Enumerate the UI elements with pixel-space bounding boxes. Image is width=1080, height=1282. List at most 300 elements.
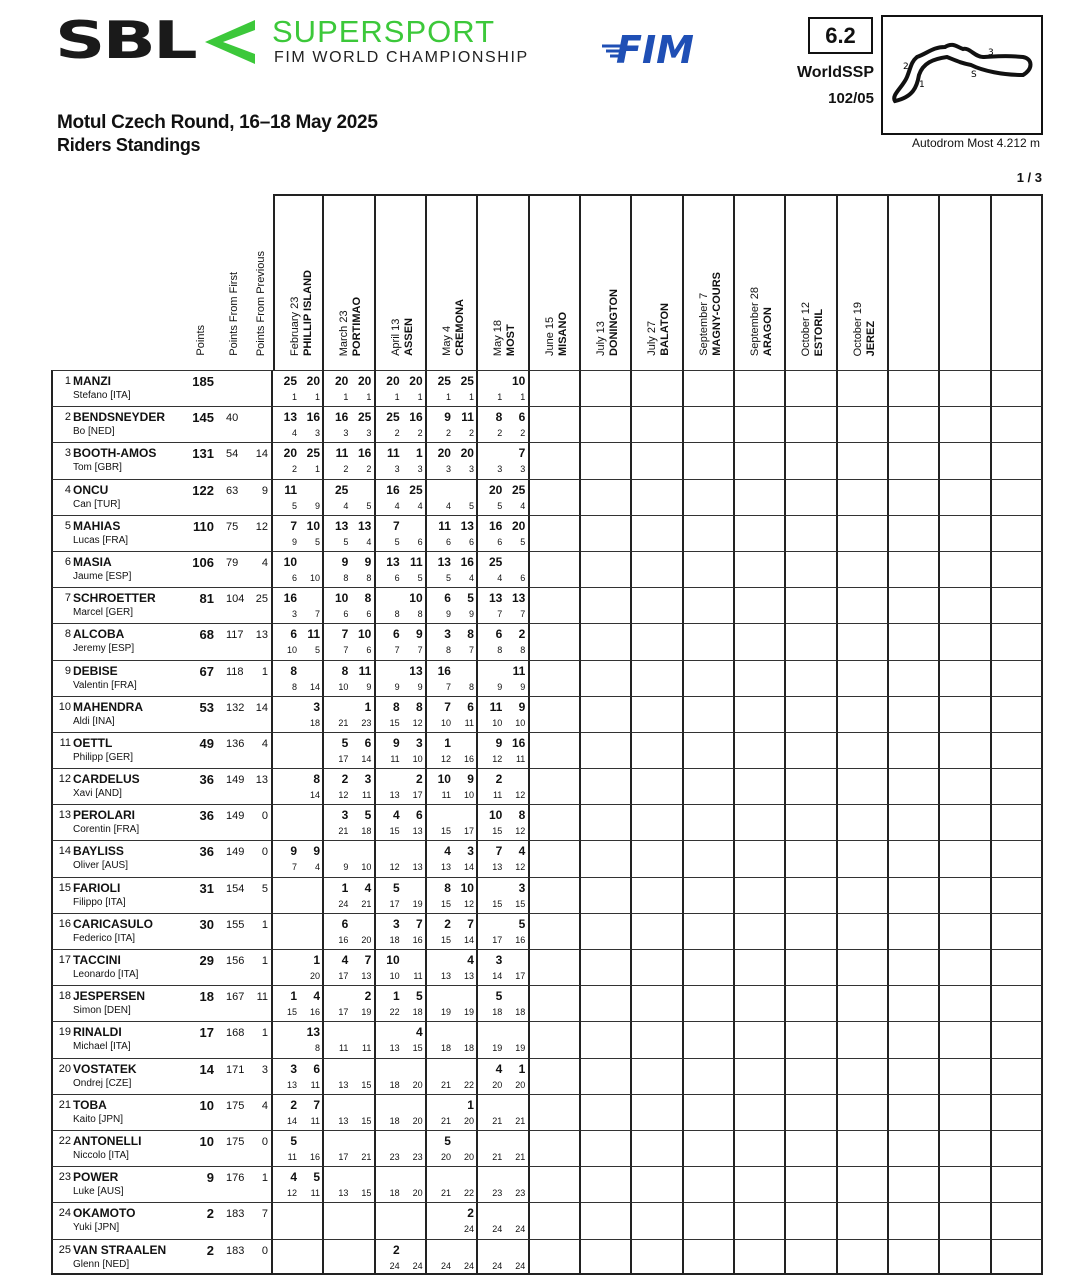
race2-points: 10: [460, 880, 474, 895]
round-result-cell: [889, 877, 940, 913]
round-result-cell: [427, 1058, 478, 1094]
race1-position: 13: [338, 1079, 349, 1090]
round-result-cell: [376, 1058, 427, 1094]
race2-position: 14: [309, 681, 320, 692]
rider-points-from-first: [220, 1202, 245, 1238]
round-result-cell: [632, 1166, 683, 1202]
race2-position: 2: [417, 428, 423, 439]
race2-position: 6: [520, 572, 526, 583]
round-result-cell: [940, 804, 991, 840]
race1-points: 7: [495, 844, 503, 859]
race2-points: 25: [306, 446, 320, 461]
race2-position: 6: [366, 609, 372, 620]
race2-position: 12: [515, 826, 526, 837]
points-value: 18: [199, 989, 214, 1005]
points-value: 31: [199, 880, 214, 896]
round-result-cell: [684, 551, 735, 587]
rider-points-from-previous: [245, 1202, 273, 1238]
round-venue: BALATON: [659, 303, 672, 356]
round-result-cell: [581, 660, 632, 696]
rider-surname: ONCU: [73, 482, 109, 497]
rider-name-nation: Jeremy [ESP]: [73, 643, 135, 655]
race2-position: 1: [366, 392, 372, 402]
round-result-cell: [684, 732, 735, 768]
race1-position: 11: [338, 1043, 349, 1054]
round-result-cell: [889, 370, 940, 406]
round-result-cell: [684, 985, 735, 1021]
rider-surname: MAHIAS: [73, 518, 121, 533]
rider-position: 3: [64, 447, 71, 460]
round-result-cell: [735, 949, 786, 985]
round-result-cell: [632, 949, 683, 985]
round-result-cell: [478, 840, 529, 876]
round-result-cell: [992, 479, 1043, 515]
round-result-cell: [581, 1202, 632, 1238]
round-result-cell: [684, 1202, 735, 1238]
round-result-cell: [992, 1130, 1043, 1166]
race2-position: 16: [515, 934, 526, 945]
race2-position: 23: [412, 1151, 423, 1162]
round-result-cell: [478, 985, 529, 1021]
from-previous-value: 12: [255, 520, 268, 533]
rider-position: 2: [64, 411, 71, 424]
from-first-value: 149: [226, 846, 245, 859]
race1-points: 1: [444, 735, 451, 750]
round-result-cell: [376, 732, 427, 768]
race1-points: 6: [341, 916, 349, 931]
round-result-cell: [838, 1021, 889, 1057]
round-result-cell: [889, 1166, 940, 1202]
race2-position: 21: [515, 1151, 526, 1162]
round-result-cell: [376, 840, 427, 876]
race2-position: 11: [413, 971, 423, 981]
race2-position: 23: [361, 717, 372, 728]
round-result-cell: [992, 442, 1043, 478]
round-result-cell: [376, 587, 427, 623]
round-result-cell: [530, 913, 581, 949]
round-result-cell: [581, 515, 632, 551]
race2-position: 16: [309, 1007, 320, 1018]
points-value: 10: [199, 1133, 214, 1149]
rider-position: 15: [58, 881, 71, 894]
round-result-cell: [684, 442, 735, 478]
race1-points: 20: [334, 374, 349, 388]
round-result-cell: [889, 406, 940, 442]
race2-position: 14: [309, 790, 320, 801]
rider-points: [185, 877, 220, 913]
race2-position: 6: [417, 536, 423, 547]
round-header: [581, 194, 632, 370]
round-result-cell: [427, 1239, 478, 1275]
race1-position: 5: [394, 536, 400, 547]
rider-position: 11: [59, 736, 71, 749]
race1-position: 10: [492, 717, 503, 728]
race2-points: 2: [415, 772, 423, 787]
race2-points: 13: [357, 518, 372, 533]
round-result-cell: [786, 442, 837, 478]
race2-position: 3: [520, 464, 526, 475]
race1-position: 13: [492, 862, 503, 873]
rider-cell: [51, 913, 185, 949]
rider-position: 18: [58, 990, 71, 1003]
points-value: 122: [192, 482, 214, 498]
round-result-cell: [992, 949, 1043, 985]
race1-position: 4: [445, 500, 451, 511]
race2-position: 19: [515, 1043, 526, 1054]
race2-position: 15: [412, 1043, 423, 1054]
race2-position: 4: [468, 572, 474, 583]
race2-position: 4: [314, 862, 320, 873]
round-result-cell: [376, 696, 427, 732]
round-result-cell: [684, 1166, 735, 1202]
race2-position: 18: [463, 1043, 474, 1054]
round-result-cell: [889, 623, 940, 659]
points-value: 29: [199, 953, 214, 968]
round-result-cell: [992, 1094, 1043, 1130]
race1-points: 9: [290, 844, 297, 859]
round-header-text: [390, 318, 416, 356]
rider-position: 10: [58, 700, 71, 713]
round-result-cell: [889, 732, 940, 768]
round-result-cell: [632, 1058, 683, 1094]
rider-position: 5: [64, 519, 71, 532]
round-result-cell: [632, 442, 683, 478]
round-result-cell: [735, 1094, 786, 1130]
race1-position: 2: [291, 464, 297, 475]
round-result-cell: [632, 1202, 683, 1238]
round-header-text: [800, 302, 826, 356]
rider-position: 19: [58, 1026, 71, 1039]
turn-label: S: [971, 70, 977, 80]
race2-position: 17: [463, 826, 474, 837]
round-result-cell: [530, 551, 581, 587]
round-result-cell: [427, 442, 478, 478]
race1-points: 5: [290, 1133, 297, 1148]
round-result-cell: [992, 370, 1043, 406]
rider-name-nation: Michael [ITA]: [73, 1041, 131, 1053]
round-header-text: [544, 312, 570, 356]
rider-surname: PEROLARI: [73, 808, 136, 823]
rider-cell: [51, 696, 185, 732]
round-result-cell: [324, 515, 375, 551]
rider-points-from-previous: [245, 696, 273, 732]
race2-points: 9: [467, 772, 474, 787]
race1-position: 7: [343, 645, 349, 656]
round-result-cell: [684, 1130, 735, 1166]
round-result-cell: [786, 768, 837, 804]
race2-points: 16: [409, 410, 423, 425]
race2-position: 19: [361, 1007, 372, 1018]
round-result-cell: [478, 406, 529, 442]
round-venue: ARAGON: [761, 307, 774, 356]
race1-points: 6: [392, 627, 400, 642]
race2-position: 1: [468, 392, 474, 402]
race2-points: 11: [512, 663, 526, 678]
round-result-cell: [324, 1094, 375, 1130]
race2-position: 17: [515, 971, 526, 981]
rider-points-from-previous: [245, 804, 273, 840]
round-result-cell: [632, 479, 683, 515]
from-first-value: 54: [226, 448, 239, 461]
round-result-cell: [992, 1021, 1043, 1057]
race2-position: 4: [520, 500, 526, 511]
round-result-cell: [940, 515, 991, 551]
round-result-cell: [684, 660, 735, 696]
round-result-cell: [273, 949, 324, 985]
round-result-cell: [273, 515, 324, 551]
rider-cell: [51, 768, 185, 804]
round-date: October 12: [800, 301, 813, 356]
race2-position: 10: [309, 572, 320, 583]
race1-points: 1: [341, 880, 349, 895]
round-result-cell: [324, 442, 375, 478]
race2-points: 11: [358, 663, 372, 678]
race1-position: 1: [497, 392, 503, 402]
round-result-cell: [478, 877, 529, 913]
round-result-cell: [940, 1021, 991, 1057]
race2-position: 17: [412, 790, 423, 801]
race2-points: 10: [357, 627, 372, 642]
round-result-cell: [940, 840, 991, 876]
points-value: 110: [193, 518, 214, 534]
rider-cell: [51, 732, 185, 768]
round-date: February 23: [289, 296, 301, 356]
round-result-cell: [273, 1166, 324, 1202]
round-date: July 13: [594, 321, 607, 356]
round-result-cell: [940, 985, 991, 1021]
round-header-text: [441, 299, 467, 356]
round-result-cell: [940, 696, 991, 732]
round-result-cell: [735, 804, 786, 840]
round-result-cell: [273, 1202, 324, 1238]
rider-name-nation: Kaito [JPN]: [73, 1113, 124, 1125]
round-result-cell: [581, 877, 632, 913]
race2-points: 1: [364, 699, 372, 714]
series-name: WorldSSP: [796, 64, 874, 81]
round-result-cell: [530, 768, 581, 804]
round-result-cell: [735, 479, 786, 515]
points-from-first-header: [220, 194, 245, 370]
round-result-cell: [632, 551, 683, 587]
points-header-label: Points: [195, 325, 207, 356]
round-venue: DONINGTON: [607, 288, 620, 356]
race1-points: 11: [284, 482, 297, 497]
from-first-value: 149: [226, 774, 245, 787]
race1-points: 4: [290, 1170, 297, 1185]
round-result-cell: [735, 370, 786, 406]
round-result-cell: [581, 1130, 632, 1166]
round-result-cell: [632, 587, 683, 623]
rider-surname: MANZI: [73, 374, 111, 388]
round-result-cell: [632, 913, 683, 949]
race2-position: 9: [366, 681, 372, 692]
race1-points: 6: [444, 591, 451, 606]
rider-points: [185, 1094, 220, 1130]
round-result-cell: [786, 1130, 837, 1166]
round-result-cell: [889, 804, 940, 840]
round-result-cell: [581, 840, 632, 876]
rider-surname: BAYLISS: [73, 844, 124, 859]
points-from-previous-header: [245, 194, 273, 370]
round-result-cell: [427, 623, 478, 659]
rider-points-from-previous: [245, 1239, 273, 1275]
race2-position: 20: [515, 1079, 526, 1090]
rider-surname: BOOTH-AMOS: [73, 446, 157, 461]
round-result-cell: [478, 696, 529, 732]
round-venue: MOST: [505, 324, 518, 356]
race1-points: 4: [495, 1061, 503, 1076]
rider-points-from-previous: [245, 877, 273, 913]
round-result-cell: [324, 370, 375, 406]
race2-points: 2: [467, 1206, 474, 1221]
rider-cell: [51, 949, 185, 985]
race2-position: 8: [366, 572, 372, 583]
round-result-cell: [735, 768, 786, 804]
race1-position: 15: [492, 898, 503, 909]
round-result-cell: [735, 732, 786, 768]
points-from-previous-header-label: Points From Previous: [255, 250, 267, 356]
round-result-cell: [376, 1166, 427, 1202]
rider-points-from-first: [220, 696, 245, 732]
round-result-cell: [940, 1239, 991, 1275]
race1-position: 10: [338, 681, 349, 692]
from-first-value: 63: [226, 484, 239, 497]
race1-position: 8: [291, 681, 297, 692]
race2-points: 9: [313, 844, 320, 859]
race1-position: 6: [445, 536, 451, 547]
from-first-value: 167: [226, 991, 245, 1004]
round-result-cell: [324, 877, 375, 913]
race2-position: 18: [412, 1007, 423, 1018]
round-result-cell: [735, 696, 786, 732]
race2-position: 10: [463, 790, 474, 801]
race1-position: 9: [394, 681, 400, 692]
round-result-cell: [735, 623, 786, 659]
rider-surname: RINALDI: [73, 1025, 122, 1040]
rider-cell: [51, 1021, 185, 1057]
round-result-cell: [940, 406, 991, 442]
race1-position: 18: [492, 1007, 503, 1018]
race2-points: 13: [409, 663, 423, 678]
rider-points-from-previous: [245, 370, 273, 406]
round-result-cell: [786, 1202, 837, 1238]
from-previous-value: 7: [261, 1208, 268, 1221]
race1-position: 1: [394, 392, 400, 402]
round-result-cell: [684, 1094, 735, 1130]
race1-points: 10: [488, 808, 503, 823]
round-result-cell: [992, 587, 1043, 623]
round-result-cell: [376, 877, 427, 913]
race1-position: 13: [389, 1043, 400, 1054]
rider-points: [185, 551, 220, 587]
rider-name-nation: Stefano [ITA]: [73, 390, 131, 401]
round-result-cell: [940, 623, 991, 659]
rider-points: [185, 442, 220, 478]
round-result-cell: [376, 1202, 427, 1238]
rider-cell: [51, 406, 185, 442]
round-result-cell: [581, 587, 632, 623]
rider-name-nation: Corentin [FRA]: [73, 824, 140, 836]
round-result-cell: [632, 877, 683, 913]
points-value: 145: [192, 410, 214, 426]
rider-points: [185, 515, 220, 551]
race2-position: 20: [412, 1115, 423, 1126]
round-result-cell: [632, 623, 683, 659]
race1-position: 2: [394, 428, 400, 439]
round-result-cell: [530, 1058, 581, 1094]
race1-position: 21: [338, 826, 349, 837]
round-result-cell: [478, 804, 529, 840]
round-result-cell: [324, 949, 375, 985]
points-value: 36: [199, 844, 214, 860]
race1-position: 18: [389, 1079, 400, 1090]
round-result-cell: [273, 768, 324, 804]
race1-points: 2: [392, 1242, 400, 1257]
rider-points-from-previous: [245, 406, 273, 442]
race1-points: 1: [392, 989, 400, 1004]
race2-position: 8: [520, 645, 526, 656]
rider-name-nation: Aldi [INA]: [73, 715, 115, 727]
round-result-cell: [735, 406, 786, 442]
round-result-cell: [632, 406, 683, 442]
rider-surname: MAHENDRA: [73, 699, 143, 714]
svg-text:FIM: FIM: [616, 28, 694, 66]
round-header: [889, 194, 940, 370]
round-result-cell: [427, 877, 478, 913]
race2-points: 8: [518, 808, 526, 823]
round-result-cell: [324, 1202, 375, 1238]
race2-position: 7: [468, 645, 474, 656]
race2-position: 21: [515, 1115, 526, 1126]
race2-points: 1: [518, 1061, 526, 1076]
race2-position: 18: [361, 826, 372, 837]
round-result-cell: [992, 732, 1043, 768]
round-result-cell: [735, 1239, 786, 1275]
from-previous-value: 0: [261, 1244, 268, 1257]
race1-position: 7: [497, 609, 503, 620]
round-result-cell: [889, 660, 940, 696]
round-result-cell: [838, 515, 889, 551]
from-first-value: 175: [226, 1135, 245, 1148]
rider-points-from-previous: [245, 515, 273, 551]
round-result-cell: [376, 913, 427, 949]
round-result-cell: [478, 370, 529, 406]
race1-position: 23: [492, 1188, 503, 1199]
round-venue: CREMONA: [453, 299, 466, 356]
race1-position: 15: [492, 826, 503, 837]
race2-points: 11: [461, 410, 474, 425]
race1-position: 7: [291, 862, 297, 873]
round-result-cell: [632, 1130, 683, 1166]
rider-points-from-first: [220, 732, 245, 768]
race1-points: 13: [488, 591, 503, 606]
points-value: 185: [192, 374, 214, 389]
race1-position: 21: [492, 1115, 503, 1126]
race1-position: 21: [492, 1151, 503, 1162]
race1-position: 19: [440, 1007, 451, 1018]
rider-points-from-previous: [245, 442, 273, 478]
round-result-cell: [684, 1239, 735, 1275]
rider-points-from-first: [220, 913, 245, 949]
points-value: 131: [192, 446, 214, 462]
race1-position: 20: [492, 1079, 503, 1090]
round-result-cell: [530, 732, 581, 768]
round-result-cell: [940, 732, 991, 768]
round-result-cell: [838, 406, 889, 442]
rider-position: 21: [58, 1098, 71, 1111]
round-result-cell: [273, 479, 324, 515]
race1-position: 5: [291, 500, 297, 511]
